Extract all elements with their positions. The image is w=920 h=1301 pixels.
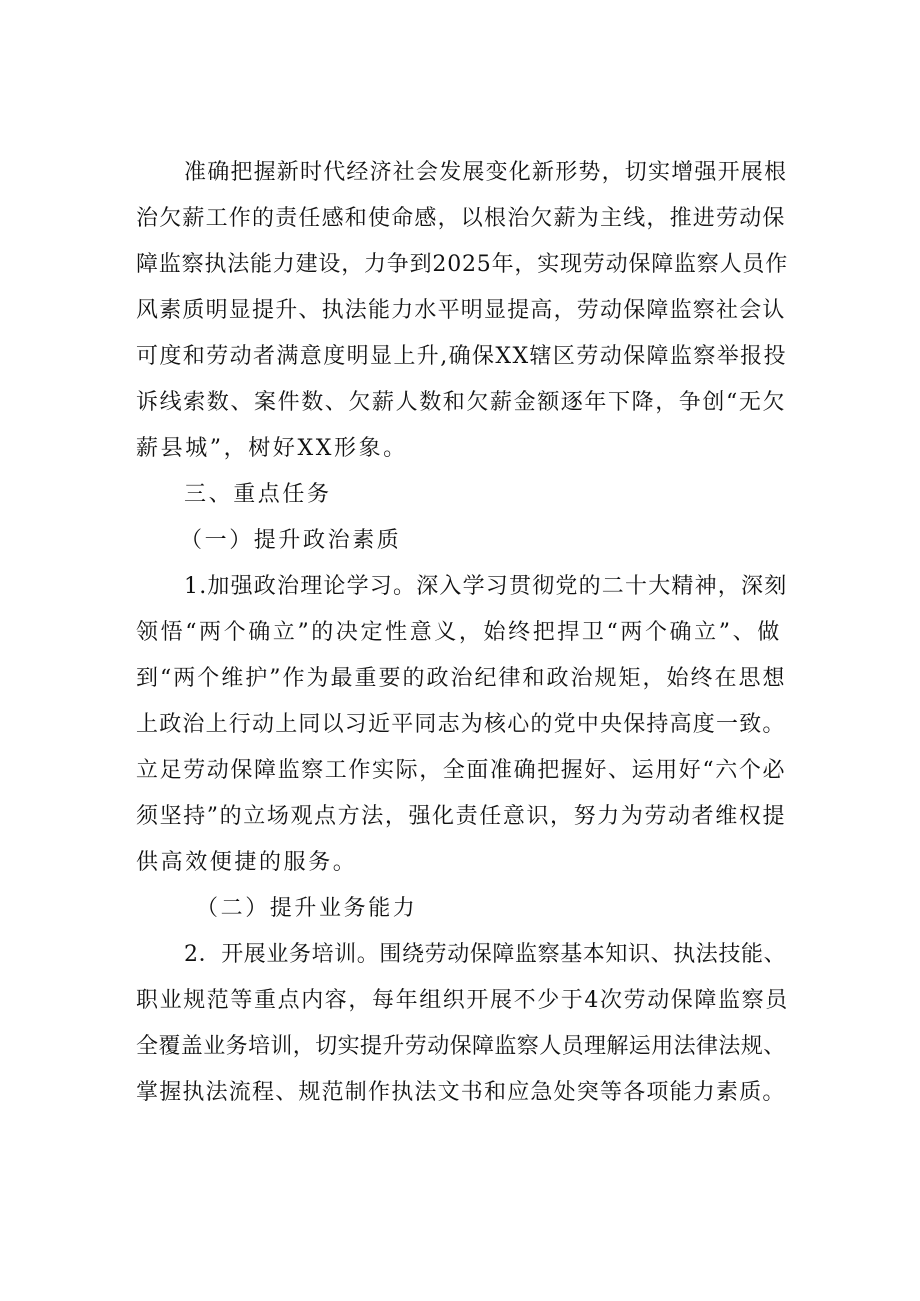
paragraph-2-line-5: 立足劳动保障监察工作实际，全面准确把握好、运用好“六个必 [136, 758, 787, 783]
paragraph-1-line-6: 诉线索数、案件数、欠薪人数和欠薪金额逐年下降，争创“无欠 [136, 390, 787, 415]
paragraph-1-line-5: 可度和劳动者满意度明显上升,确保XX辖区劳动保障监察举报投 [136, 344, 787, 369]
paragraph-2-line-1: 1.加强政治理论学习。深入学习贯彻党的二十大精神，深刻 [184, 574, 788, 599]
paragraph-1-line-2: 治欠薪工作的责任感和使命感，以根治欠薪为主线，推进劳动保 [136, 206, 786, 231]
paragraph-1-line-7: 薪县城”，树好XX形象。 [136, 436, 408, 461]
paragraph-3-line-2: 职业规范等重点内容，每年组织开展不少于4次劳动保障监察员 [136, 988, 789, 1013]
paragraph-2-line-7: 供高效便捷的服务。 [136, 850, 358, 875]
subsection-2-heading: （二）提升业务能力 [196, 896, 418, 921]
paragraph-1-line-3: 障监察执法能力建设，力争到2025年，实现劳动保障监察人员作 [136, 252, 788, 277]
paragraph-1-line-4: 风素质明显提升、执法能力水平明显提高，劳动保障监察社会认 [136, 298, 786, 323]
paragraph-3-line-1: 2．开展业务培训。围绕劳动保障监察基本知识、执法技能、 [184, 942, 787, 967]
section-3-heading: 三、重点任务 [184, 482, 332, 507]
subsection-1-heading: （一）提升政治素质 [180, 528, 402, 553]
paragraph-2-line-6: 须坚持”的立场观点方法，强化责任意识，努力为劳动者维权提 [136, 804, 787, 829]
paragraph-2-line-4: 上政治上行动上同以习近平同志为核心的党中央保持高度一致。 [136, 712, 786, 737]
paragraph-2-line-2: 领悟“两个确立”的决定性意义，始终把捍卫“两个确立”、做 [136, 620, 782, 645]
paragraph-2-line-3: 到“两个维护”作为最重要的政治纪律和政治规矩，始终在思想 [136, 666, 787, 691]
paragraph-3-line-3: 全覆盖业务培训，切实提升劳动保障监察人员理解运用法律法规、 [136, 1034, 786, 1059]
paragraph-3-line-4: 掌握执法流程、规范制作执法文书和应急处突等各项能力素质。 [136, 1080, 786, 1105]
paragraph-1-line-1: 准确把握新时代经济社会发展变化新形势，切实增强开展根 [184, 160, 788, 185]
